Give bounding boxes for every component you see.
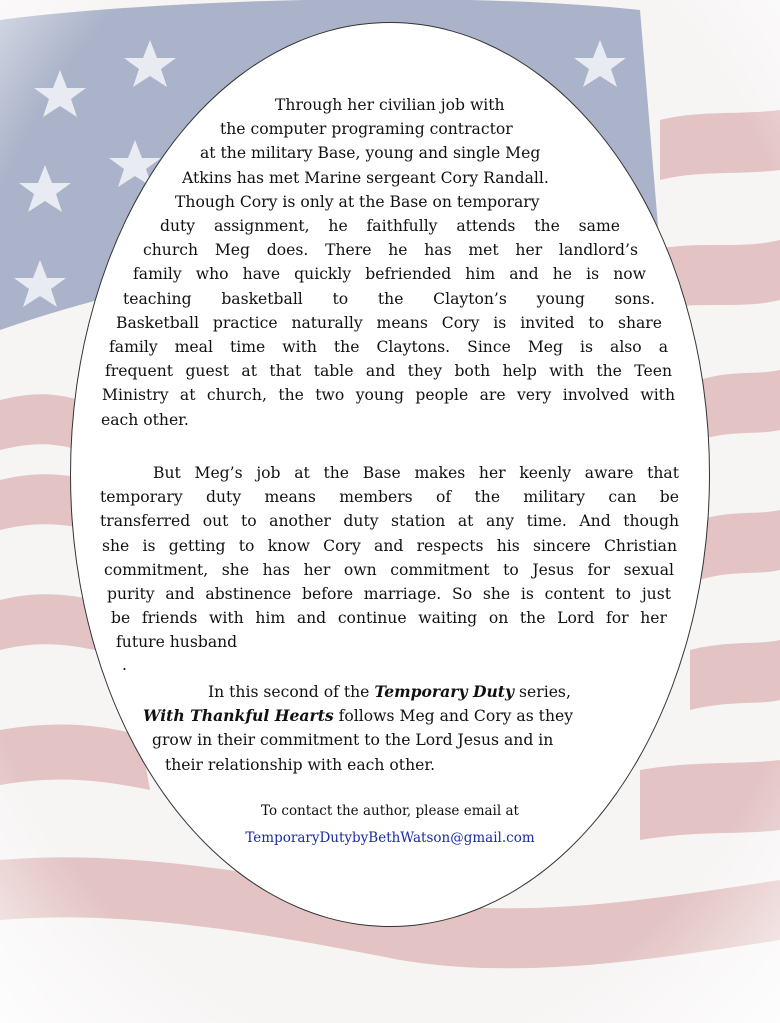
text-line: Through her civilian job with: [275, 96, 505, 114]
series-title: Temporary Duty: [374, 682, 515, 701]
text-line: church Meg does. There he has met her landlord’s: [143, 241, 638, 260]
text-line: be friends with him and continue waiting on the Lord for her: [111, 609, 667, 628]
text-line: purity and abstinence before marriage. So she is content to just: [107, 585, 671, 604]
text-line: duty assignment, he faithfully attends the same: [160, 217, 620, 236]
text-fragment: series,: [514, 683, 571, 701]
text-fragment: follows Meg and Cory as they: [333, 707, 574, 726]
text-line: frequent guest at that table and they both help with the Teen: [105, 362, 672, 381]
text-fragment: In this second of the: [208, 683, 375, 701]
text-line: family meal time with the Claytons. Since Meg is also a: [109, 338, 668, 357]
text-line: commitment, she has her own commitment to Jesus for sexual: [104, 560, 674, 579]
paragraph-3: [0, 680, 780, 777]
text-line: the computer programing contractor: [220, 120, 513, 139]
text-line: Atkins has met Marine sergeant Cory Randall.: [182, 168, 549, 187]
text-line: each other.: [101, 410, 189, 429]
contact-email-link[interactable]: TemporaryDutybyBethWatson@gmail.com: [245, 830, 535, 846]
contact-label: To contact the author, please email at: [261, 803, 519, 819]
text-line: grow in their commitment to the Lord Jesus and in: [152, 731, 554, 750]
text-line: future husband: [116, 633, 238, 652]
text-line: [0, 704, 780, 728]
text-line: But Meg’s job at the Base makes her keenly aware that: [153, 464, 679, 482]
paragraph-2: [0, 461, 780, 675]
text-line: their relationship with each other.: [165, 755, 436, 774]
text-line: .: [122, 655, 127, 674]
text-line: temporary duty means members of the military can be: [100, 488, 679, 507]
book-title: With Thankful Hearts: [143, 706, 334, 726]
text-line: Basketball practice naturally means Cory is invited to share: [116, 313, 662, 332]
paragraph-1: [0, 93, 780, 432]
text-line: Ministry at church, the two young people are very involved with: [102, 386, 675, 405]
text-line: family who have quickly befriended him and he is now: [133, 265, 646, 284]
text-line: transferred out to another duty station at any time. And though: [100, 512, 679, 531]
text-line: teaching basketball to the Clayton’s young sons.: [123, 289, 655, 308]
text-line: Though Cory is only at the Base on temporary: [175, 192, 540, 211]
text-line: [0, 680, 780, 704]
text-line: at the military Base, young and single Meg: [200, 144, 541, 163]
text-line: she is getting to know Cory and respects his sincere Christian: [102, 536, 677, 555]
